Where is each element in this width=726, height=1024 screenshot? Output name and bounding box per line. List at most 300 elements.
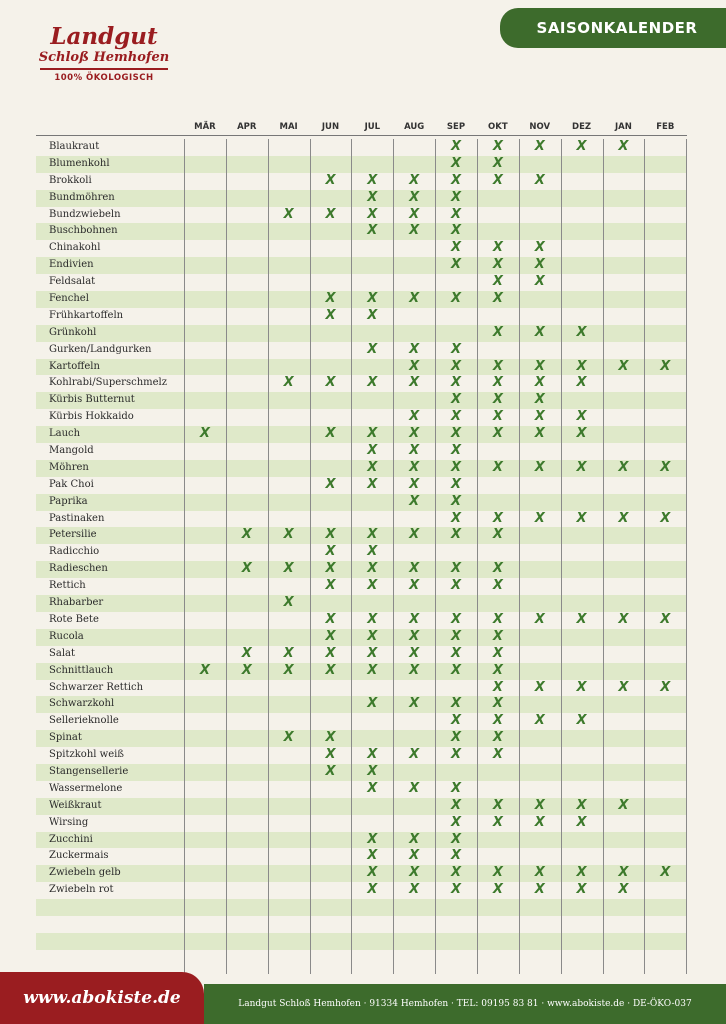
season-mark-icon: X bbox=[492, 240, 503, 256]
season-mark-icon: X bbox=[534, 814, 545, 830]
season-mark-icon: X bbox=[451, 831, 462, 847]
season-mark-icon: X bbox=[367, 747, 378, 763]
season-mark-icon: X bbox=[325, 645, 336, 661]
season-mark-icon: X bbox=[367, 544, 378, 560]
season-mark-icon: X bbox=[325, 747, 336, 763]
table-row bbox=[36, 527, 687, 544]
season-mark-icon: X bbox=[492, 882, 503, 898]
brand-logo bbox=[34, 24, 174, 83]
season-mark-icon: X bbox=[325, 730, 336, 746]
season-mark-icon: X bbox=[241, 527, 252, 543]
table-row bbox=[36, 173, 687, 190]
season-mark-icon: X bbox=[576, 510, 587, 526]
season-mark-icon: X bbox=[576, 324, 587, 340]
season-mark-icon: X bbox=[451, 561, 462, 577]
season-mark-icon: X bbox=[492, 662, 503, 678]
vegetable-name: Gurken/Landgurken bbox=[49, 343, 152, 355]
vegetable-name: Spinat bbox=[49, 732, 82, 744]
vegetable-name: Schwarzer Rettich bbox=[49, 681, 144, 693]
season-mark-icon: X bbox=[451, 797, 462, 813]
month-header: NOV bbox=[529, 122, 551, 132]
season-mark-icon: X bbox=[576, 797, 587, 813]
column-divider bbox=[686, 139, 687, 974]
vegetable-name: Pak Choi bbox=[49, 478, 94, 490]
season-mark-icon: X bbox=[409, 206, 420, 222]
season-mark-icon: X bbox=[409, 831, 420, 847]
table-row bbox=[36, 308, 687, 325]
season-mark-icon: X bbox=[409, 409, 420, 425]
season-mark-icon: X bbox=[534, 358, 545, 374]
column-divider bbox=[561, 139, 562, 974]
season-mark-icon: X bbox=[367, 341, 378, 357]
season-mark-icon: X bbox=[534, 409, 545, 425]
vegetable-name: Zwiebeln gelb bbox=[49, 867, 121, 879]
season-mark-icon: X bbox=[451, 392, 462, 408]
season-mark-icon: X bbox=[492, 679, 503, 695]
vegetable-name: Frühkartoffeln bbox=[49, 309, 124, 321]
season-mark-icon: X bbox=[409, 882, 420, 898]
season-mark-icon: X bbox=[451, 510, 462, 526]
brand-name: Landgut bbox=[50, 23, 158, 50]
vegetable-name: Wirsing bbox=[49, 816, 89, 828]
column-divider bbox=[644, 139, 645, 974]
table-row bbox=[36, 663, 687, 680]
season-mark-icon: X bbox=[618, 611, 629, 627]
column-divider bbox=[351, 139, 352, 974]
season-mark-icon: X bbox=[534, 257, 545, 273]
season-mark-icon: X bbox=[367, 426, 378, 442]
season-mark-icon: X bbox=[618, 797, 629, 813]
season-mark-icon: X bbox=[451, 375, 462, 391]
month-header: JUL bbox=[364, 122, 381, 132]
brand-tagline: 100% ÖKOLOGISCH bbox=[54, 72, 154, 83]
season-mark-icon: X bbox=[492, 392, 503, 408]
season-mark-icon: X bbox=[576, 409, 587, 425]
table-row bbox=[36, 561, 687, 578]
season-mark-icon: X bbox=[409, 443, 420, 459]
season-mark-icon: X bbox=[576, 814, 587, 830]
season-mark-icon: X bbox=[451, 527, 462, 543]
season-mark-icon: X bbox=[409, 426, 420, 442]
season-mark-icon: X bbox=[451, 730, 462, 746]
vegetable-name: Blaukraut bbox=[49, 141, 100, 152]
season-mark-icon: X bbox=[492, 645, 503, 661]
month-header: MÄR bbox=[194, 122, 216, 132]
vegetable-name: Blumenkohl bbox=[49, 157, 110, 169]
season-mark-icon: X bbox=[492, 510, 503, 526]
season-mark-icon: X bbox=[367, 307, 378, 323]
vegetable-name: Zuckermais bbox=[49, 850, 109, 862]
season-mark-icon: X bbox=[451, 409, 462, 425]
season-mark-icon: X bbox=[409, 747, 420, 763]
season-mark-icon: X bbox=[367, 206, 378, 222]
month-header: OKT bbox=[488, 122, 508, 132]
month-header: JUN bbox=[321, 122, 340, 132]
table-row bbox=[36, 544, 687, 561]
column-divider bbox=[226, 139, 227, 974]
season-mark-icon: X bbox=[534, 882, 545, 898]
vegetable-name: Schnittlauch bbox=[49, 664, 114, 676]
season-mark-icon: X bbox=[409, 578, 420, 594]
season-mark-icon: X bbox=[199, 426, 210, 442]
vegetable-name: Lauch bbox=[49, 428, 81, 440]
season-mark-icon: X bbox=[283, 561, 294, 577]
column-divider bbox=[268, 139, 269, 974]
season-mark-icon: X bbox=[283, 645, 294, 661]
month-header: DEZ bbox=[572, 122, 592, 132]
season-mark-icon: X bbox=[283, 595, 294, 611]
season-mark-icon: X bbox=[492, 628, 503, 644]
season-mark-icon: X bbox=[492, 172, 503, 188]
season-mark-icon: X bbox=[409, 189, 420, 205]
season-mark-icon: X bbox=[618, 679, 629, 695]
season-mark-icon: X bbox=[660, 459, 671, 475]
season-mark-icon: X bbox=[451, 747, 462, 763]
table-row bbox=[36, 781, 687, 798]
season-mark-icon: X bbox=[618, 139, 629, 154]
season-mark-icon: X bbox=[325, 291, 336, 307]
table-row bbox=[36, 798, 687, 815]
season-mark-icon: X bbox=[409, 662, 420, 678]
vegetable-name: Schwarzkohl bbox=[49, 698, 115, 710]
season-mark-icon: X bbox=[409, 291, 420, 307]
season-mark-icon: X bbox=[451, 882, 462, 898]
season-mark-icon: X bbox=[492, 375, 503, 391]
vegetable-name: Kartoffeln bbox=[49, 360, 100, 372]
season-mark-icon: X bbox=[492, 561, 503, 577]
season-mark-icon: X bbox=[409, 375, 420, 391]
vegetable-name: Endivien bbox=[49, 259, 94, 271]
table-row bbox=[36, 240, 687, 257]
season-mark-icon: X bbox=[451, 814, 462, 830]
month-header: FEB bbox=[656, 122, 675, 132]
season-mark-icon: X bbox=[367, 527, 378, 543]
table-row bbox=[36, 578, 687, 595]
column-divider bbox=[310, 139, 311, 974]
season-mark-icon: X bbox=[492, 409, 503, 425]
season-mark-icon: X bbox=[534, 426, 545, 442]
table-row bbox=[36, 899, 687, 916]
column-divider bbox=[603, 139, 604, 974]
season-mark-icon: X bbox=[409, 645, 420, 661]
season-mark-icon: X bbox=[325, 578, 336, 594]
season-mark-icon: X bbox=[325, 375, 336, 391]
vegetable-name: Rote Bete bbox=[49, 613, 99, 625]
season-mark-icon: X bbox=[325, 763, 336, 779]
season-mark-icon: X bbox=[534, 510, 545, 526]
vegetable-name: Kürbis Butternut bbox=[49, 394, 135, 406]
vegetable-name: Stangensellerie bbox=[49, 765, 129, 777]
season-mark-icon: X bbox=[492, 611, 503, 627]
season-mark-icon: X bbox=[451, 865, 462, 881]
season-mark-icon: X bbox=[367, 189, 378, 205]
season-mark-icon: X bbox=[199, 662, 210, 678]
season-mark-icon: X bbox=[367, 696, 378, 712]
season-mark-icon: X bbox=[325, 426, 336, 442]
season-mark-icon: X bbox=[409, 611, 420, 627]
vegetable-name: Paprika bbox=[49, 495, 88, 507]
season-mark-icon: X bbox=[367, 848, 378, 864]
table-row bbox=[36, 595, 687, 612]
brand-subtitle: Schloß Hemhofen bbox=[38, 50, 170, 65]
season-mark-icon: X bbox=[451, 696, 462, 712]
season-mark-icon: X bbox=[409, 561, 420, 577]
season-mark-icon: X bbox=[367, 291, 378, 307]
season-mark-icon: X bbox=[492, 730, 503, 746]
season-mark-icon: X bbox=[409, 493, 420, 509]
season-mark-icon: X bbox=[451, 341, 462, 357]
season-mark-icon: X bbox=[492, 257, 503, 273]
season-mark-icon: X bbox=[618, 882, 629, 898]
season-mark-icon: X bbox=[534, 797, 545, 813]
table-row bbox=[36, 511, 687, 528]
season-mark-icon: X bbox=[576, 426, 587, 442]
season-mark-icon: X bbox=[534, 713, 545, 729]
season-mark-icon: X bbox=[283, 206, 294, 222]
season-mark-icon: X bbox=[492, 527, 503, 543]
season-mark-icon: X bbox=[451, 155, 462, 171]
season-mark-icon: X bbox=[325, 206, 336, 222]
season-mark-icon: X bbox=[534, 240, 545, 256]
season-mark-icon: X bbox=[618, 510, 629, 526]
season-mark-icon: X bbox=[492, 865, 503, 881]
season-mark-icon: X bbox=[534, 865, 545, 881]
vegetable-name: Bundzwiebeln bbox=[49, 208, 121, 220]
calendar-rows bbox=[36, 139, 687, 950]
season-mark-icon: X bbox=[367, 223, 378, 239]
table-row bbox=[36, 392, 687, 409]
column-divider bbox=[435, 139, 436, 974]
vegetable-name: Petersilie bbox=[49, 529, 97, 541]
table-row bbox=[36, 291, 687, 308]
vegetable-name: Feldsalat bbox=[49, 276, 96, 288]
season-mark-icon: X bbox=[409, 527, 420, 543]
logo-divider bbox=[40, 68, 168, 70]
season-mark-icon: X bbox=[283, 375, 294, 391]
vegetable-name: Zucchini bbox=[49, 833, 93, 845]
table-row bbox=[36, 274, 687, 291]
vegetable-name: Weißkraut bbox=[49, 799, 102, 811]
column-divider bbox=[393, 139, 394, 974]
season-mark-icon: X bbox=[576, 139, 587, 154]
season-mark-icon: X bbox=[325, 544, 336, 560]
vegetable-name: Fenchel bbox=[49, 293, 89, 305]
table-row bbox=[36, 443, 687, 460]
table-row bbox=[36, 730, 687, 747]
table-row bbox=[36, 375, 687, 392]
vegetable-name: Zwiebeln rot bbox=[49, 884, 114, 896]
season-mark-icon: X bbox=[534, 274, 545, 290]
season-mark-icon: X bbox=[367, 476, 378, 492]
season-mark-icon: X bbox=[367, 662, 378, 678]
season-mark-icon: X bbox=[618, 358, 629, 374]
season-mark-icon: X bbox=[367, 561, 378, 577]
season-mark-icon: X bbox=[325, 662, 336, 678]
season-mark-icon: X bbox=[492, 797, 503, 813]
season-mark-icon: X bbox=[325, 561, 336, 577]
season-mark-icon: X bbox=[451, 848, 462, 864]
season-mark-icon: X bbox=[367, 882, 378, 898]
table-row bbox=[36, 848, 687, 865]
season-mark-icon: X bbox=[367, 459, 378, 475]
table-row bbox=[36, 190, 687, 207]
season-mark-icon: X bbox=[492, 324, 503, 340]
season-mark-icon: X bbox=[367, 780, 378, 796]
vegetable-name: Wassermelone bbox=[49, 782, 123, 794]
season-mark-icon: X bbox=[367, 865, 378, 881]
table-row bbox=[36, 832, 687, 849]
month-header: MAI bbox=[279, 122, 298, 132]
month-header: JAN bbox=[614, 122, 632, 132]
vegetable-name: Pastinaken bbox=[49, 512, 105, 524]
season-mark-icon: X bbox=[451, 628, 462, 644]
season-mark-icon: X bbox=[492, 814, 503, 830]
season-mark-icon: X bbox=[325, 611, 336, 627]
table-row bbox=[36, 764, 687, 781]
season-mark-icon: X bbox=[451, 493, 462, 509]
season-mark-icon: X bbox=[409, 172, 420, 188]
season-mark-icon: X bbox=[660, 358, 671, 374]
season-mark-icon: X bbox=[618, 865, 629, 881]
season-mark-icon: X bbox=[241, 645, 252, 661]
season-mark-icon: X bbox=[409, 476, 420, 492]
footer-address-bar bbox=[204, 984, 726, 1024]
season-mark-icon: X bbox=[534, 324, 545, 340]
season-mark-icon: X bbox=[492, 274, 503, 290]
season-mark-icon: X bbox=[409, 628, 420, 644]
table-row bbox=[36, 865, 687, 882]
vegetable-name: Spitzkohl weiß bbox=[49, 749, 124, 761]
vegetable-name: Radieschen bbox=[49, 563, 108, 575]
table-row bbox=[36, 342, 687, 359]
season-mark-icon: X bbox=[492, 358, 503, 374]
table-row bbox=[36, 477, 687, 494]
season-mark-icon: X bbox=[367, 763, 378, 779]
table-row bbox=[36, 916, 687, 933]
season-mark-icon: X bbox=[451, 459, 462, 475]
season-mark-icon: X bbox=[534, 375, 545, 391]
vegetable-name: Buschbohnen bbox=[49, 225, 118, 237]
table-row bbox=[36, 460, 687, 477]
table-row bbox=[36, 223, 687, 240]
season-mark-icon: X bbox=[367, 375, 378, 391]
season-mark-icon: X bbox=[409, 358, 420, 374]
season-mark-icon: X bbox=[451, 645, 462, 661]
season-mark-icon: X bbox=[325, 172, 336, 188]
table-row bbox=[36, 646, 687, 663]
column-divider bbox=[519, 139, 520, 974]
season-mark-icon: X bbox=[618, 459, 629, 475]
page-title: SAISONKALENDER bbox=[536, 19, 698, 37]
season-mark-icon: X bbox=[492, 459, 503, 475]
table-row bbox=[36, 815, 687, 832]
season-mark-icon: X bbox=[576, 611, 587, 627]
vegetable-name: Kohlrabi/Superschmelz bbox=[49, 377, 168, 389]
season-mark-icon: X bbox=[241, 662, 252, 678]
season-mark-icon: X bbox=[283, 730, 294, 746]
season-mark-icon: X bbox=[367, 831, 378, 847]
vegetable-name: Radicchio bbox=[49, 546, 100, 558]
season-mark-icon: X bbox=[451, 426, 462, 442]
vegetable-name: Chinakohl bbox=[49, 242, 101, 254]
table-row bbox=[36, 207, 687, 224]
season-mark-icon: X bbox=[451, 476, 462, 492]
month-header: APR bbox=[237, 122, 257, 132]
season-mark-icon: X bbox=[576, 882, 587, 898]
season-mark-icon: X bbox=[409, 223, 420, 239]
table-row bbox=[36, 933, 687, 950]
season-mark-icon: X bbox=[660, 679, 671, 695]
season-mark-icon: X bbox=[576, 358, 587, 374]
season-mark-icon: X bbox=[451, 358, 462, 374]
table-row bbox=[36, 680, 687, 697]
table-row bbox=[36, 257, 687, 274]
season-mark-icon: X bbox=[409, 848, 420, 864]
table-row bbox=[36, 696, 687, 713]
season-mark-icon: X bbox=[492, 696, 503, 712]
season-mark-icon: X bbox=[534, 459, 545, 475]
month-header: AUG bbox=[404, 122, 425, 132]
footer-address: Landgut Schloß Hemhofen · 91334 Hemhofen · TEL: 09195 83 81 · www.abokiste.de · DE-ÖKO-037 bbox=[238, 999, 692, 1009]
season-mark-icon: X bbox=[367, 645, 378, 661]
season-mark-icon: X bbox=[451, 578, 462, 594]
table-row bbox=[36, 359, 687, 376]
season-mark-icon: X bbox=[492, 578, 503, 594]
vegetable-name: Bundmöhren bbox=[49, 191, 115, 203]
table-row bbox=[36, 156, 687, 173]
season-mark-icon: X bbox=[451, 291, 462, 307]
season-mark-icon: X bbox=[492, 155, 503, 171]
season-mark-icon: X bbox=[492, 291, 503, 307]
season-mark-icon: X bbox=[451, 780, 462, 796]
season-mark-icon: X bbox=[660, 611, 671, 627]
footer-website-link[interactable]: www.abokiste.de bbox=[23, 988, 181, 1008]
vegetable-name: Sellerieknolle bbox=[49, 715, 119, 727]
table-row bbox=[36, 409, 687, 426]
season-mark-icon: X bbox=[409, 865, 420, 881]
season-mark-icon: X bbox=[283, 662, 294, 678]
footer-website-block bbox=[0, 972, 204, 1024]
season-mark-icon: X bbox=[241, 561, 252, 577]
season-mark-icon: X bbox=[534, 392, 545, 408]
vegetable-name: Mangold bbox=[49, 445, 94, 457]
season-mark-icon: X bbox=[451, 257, 462, 273]
season-mark-icon: X bbox=[367, 578, 378, 594]
season-mark-icon: X bbox=[576, 375, 587, 391]
season-mark-icon: X bbox=[325, 628, 336, 644]
season-mark-icon: X bbox=[451, 611, 462, 627]
season-mark-icon: X bbox=[367, 611, 378, 627]
season-mark-icon: X bbox=[367, 443, 378, 459]
season-mark-icon: X bbox=[367, 628, 378, 644]
table-row bbox=[36, 882, 687, 899]
table-row bbox=[36, 713, 687, 730]
season-mark-icon: X bbox=[576, 679, 587, 695]
season-mark-icon: X bbox=[534, 172, 545, 188]
season-mark-icon: X bbox=[451, 189, 462, 205]
season-mark-icon: X bbox=[576, 459, 587, 475]
title-banner bbox=[500, 8, 726, 48]
column-divider bbox=[184, 139, 185, 974]
season-mark-icon: X bbox=[492, 747, 503, 763]
season-mark-icon: X bbox=[283, 527, 294, 543]
season-mark-icon: X bbox=[576, 713, 587, 729]
season-mark-icon: X bbox=[451, 139, 462, 154]
season-mark-icon: X bbox=[409, 780, 420, 796]
vegetable-name: Möhren bbox=[49, 461, 89, 473]
season-mark-icon: X bbox=[492, 713, 503, 729]
vegetable-name: Brokkoli bbox=[49, 174, 92, 186]
